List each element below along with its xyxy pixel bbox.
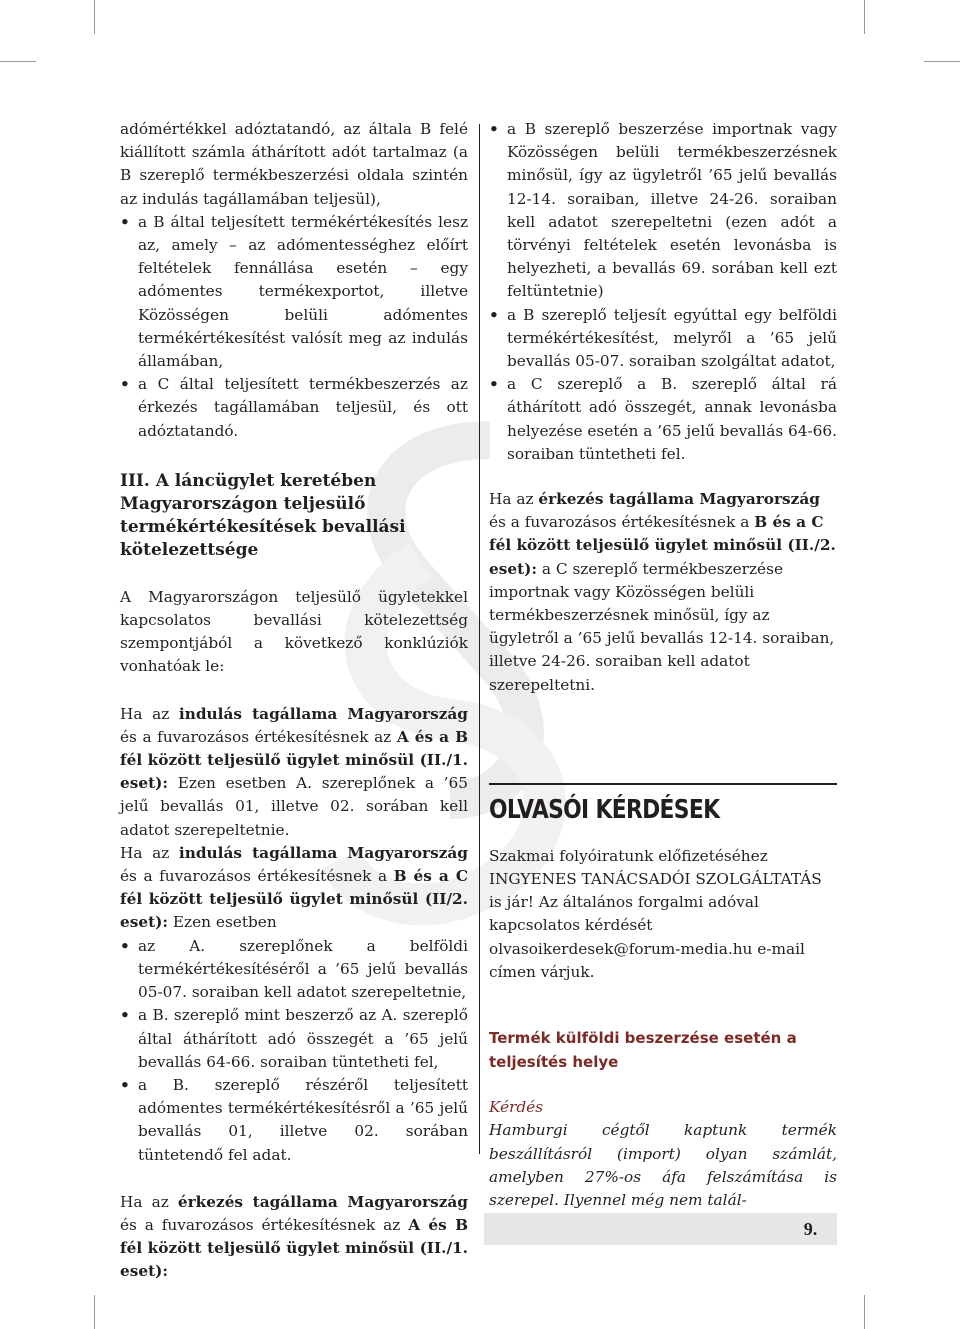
spacer: [489, 466, 837, 488]
spacer: [120, 679, 468, 703]
crop-mark-top-left: [94, 0, 95, 34]
spacer: [489, 984, 837, 1026]
page-number: 9.: [803, 1219, 818, 1239]
box-top-rule: [489, 783, 837, 785]
list-item: • a C szereplő a B. szereplő által rá áthárított adó összegét, annak levonásba helyezése esetén a ’65 jelű bevallás 64-66. soraiban tüntetheti fel.: [489, 375, 837, 463]
section-heading: III. A láncügylet keretében Magyarországon teljesülő termékértékesítések bevallási kötelezettsége: [120, 470, 406, 560]
spacer: [120, 562, 468, 586]
bullet-icon: •: [120, 212, 130, 231]
bullet-icon: •: [120, 375, 130, 394]
bullet-list-top-left: [120, 211, 468, 443]
question-text: Hamburgi cégtől kaptunk termék beszállításról (import) olyan számlát, amelyben 27%-os áfa felszámítása is szerepel. Ilyennel még nem talál-: [489, 1121, 837, 1209]
spacer: [120, 1167, 468, 1191]
case-4-paragraph: Ha az érkezés tagállama Magyarország és a fuvarozásos értékesítésnek a B és a C fél között teljesülő ügylet minősül (II./2. eset): a C szereplő termékbeszerzése importnak vagy Közösségen belüli termékbeszerzésnek minősül, így az ügyletről a ’65 jelű bevallás 12-14. soraiban, illetve 24-26. soraiban kell adatot szerepeltetni.: [489, 490, 836, 694]
bullet-icon: •: [489, 305, 499, 324]
case-2-paragraph: Ha az indulás tagállama Magyarország és a fuvarozásos értékesítésnek a B és a C fél között teljesülő ügylet minősül (II/2. eset): Ezen esetben: [120, 843, 468, 932]
bullet-icon: •: [489, 120, 499, 138]
bullet-icon: •: [489, 375, 499, 394]
reader-questions-text: Szakmai folyóiratunk előfizetéséhez INGYENES TANÁCSADÓI SZOLGÁLTATÁS is jár! Az általános forgalmi adóval kapcsolatos kérdését olvasoikerdesek@forum-media.hu e-mail címen várjuk.: [489, 846, 822, 981]
article-title: Termék külföldi beszerzése esetén a teljesítés helye: [489, 1029, 797, 1072]
reader-questions-title: OLVASÓI KÉRDÉSEK: [489, 794, 720, 825]
question-label: Kérdés: [489, 1098, 544, 1117]
section-intro: A Magyarországon teljesülő ügyletekkel kapcsolatos bevallási kötelezettség szempontjából a következő konklúziók vonhatóak le:: [120, 587, 468, 676]
bullet-icon: •: [120, 936, 130, 955]
intro-paragraph: adómértékkel adóztatandó, az általa B felé kiállított számla áthárított adót tartalmaz (a B szereplő termékbeszerzési oldala szintén az indulás tagállamában teljesül),: [120, 120, 468, 208]
bullet-icon: •: [120, 1075, 130, 1094]
list-item: • az A. szereplőnek a belföldi termékértékesítéséről a ’65 jelű bevallás 05-07. soraiban kell adatot szerepeltetnie,: [120, 936, 468, 1002]
list-item: • a B. szereplő mint beszerző az A. szereplő által áthárított adó összegét a ’65 jelű bevallás 64-66. soraiban tüntetheti fel,: [120, 1006, 468, 1071]
bullet-list-case-2: [120, 935, 468, 1167]
case-3-paragraph: Ha az érkezés tagállama Magyarország és a fuvarozásos értékesítésnek az A és B fél között teljesülő ügylet minősül (II./1. eset):: [120, 1192, 468, 1281]
list-item: • a B szereplő teljesít egyúttal egy belföldi termékértékesítést, melyről a ’65 jelű bevallás 05-07. soraiban szolgáltat adatot,: [489, 305, 837, 371]
list-item: • a C által teljesített termékbeszerzés az érkezés tagállamában teljesül, és ott adóztatandó.: [120, 375, 468, 440]
column-divider: [479, 124, 480, 1154]
crop-mark-bottom-left: [94, 1295, 95, 1329]
crop-mark-left-top: [0, 61, 36, 62]
crop-mark-right-top: [924, 61, 960, 62]
bullet-icon: •: [120, 1006, 130, 1025]
bullet-list-top-right: [489, 118, 837, 466]
case-1-paragraph: Ha az indulás tagállama Magyarország és a fuvarozásos értékesítésnek az A és a B fél között teljesülő ügylet minősül (II./1. eset): Ezen esetben A. szereplőnek a ’65 jelű bevallás 01, illetve 02. sorában kell adatot szerepeltetnie.: [120, 704, 468, 839]
list-item: • a B szereplő beszerzése importnak vagy Közösségen belüli termékbeszerzésnek minősül, így az ügyletről ’65 jelű bevallás 12-14. soraiban, illetve 24-26. soraiban kell adatot szerepeltetni (ezen adót a törvényi feltételek esetén levonásba is helyezheti, a bevallás 69. sorában kell ezt feltüntetnie): [489, 120, 837, 301]
spacer: [489, 1074, 837, 1096]
right-column: [489, 118, 837, 1212]
crop-mark-bottom-right: [864, 1295, 865, 1329]
list-item: • a B által teljesített termékértékesítés lesz az, amely – az adómentességhez előírt feltételek fennállása esetén – egy adómentes termékexportot, illetve Közösségen belüli adómentes termékértékesítést valósít meg az indulás államában,: [120, 212, 468, 371]
spacer: [120, 443, 468, 470]
spacer: [489, 697, 837, 783]
crop-mark-top-right: [864, 0, 865, 34]
list-item: • a B. szereplő részéről teljesített adómentes termékértékesítésről a ’65 jelű bevallás 01, illetve 02. sorában tüntetendő fel adat.: [120, 1075, 468, 1164]
left-column: [120, 118, 468, 1284]
